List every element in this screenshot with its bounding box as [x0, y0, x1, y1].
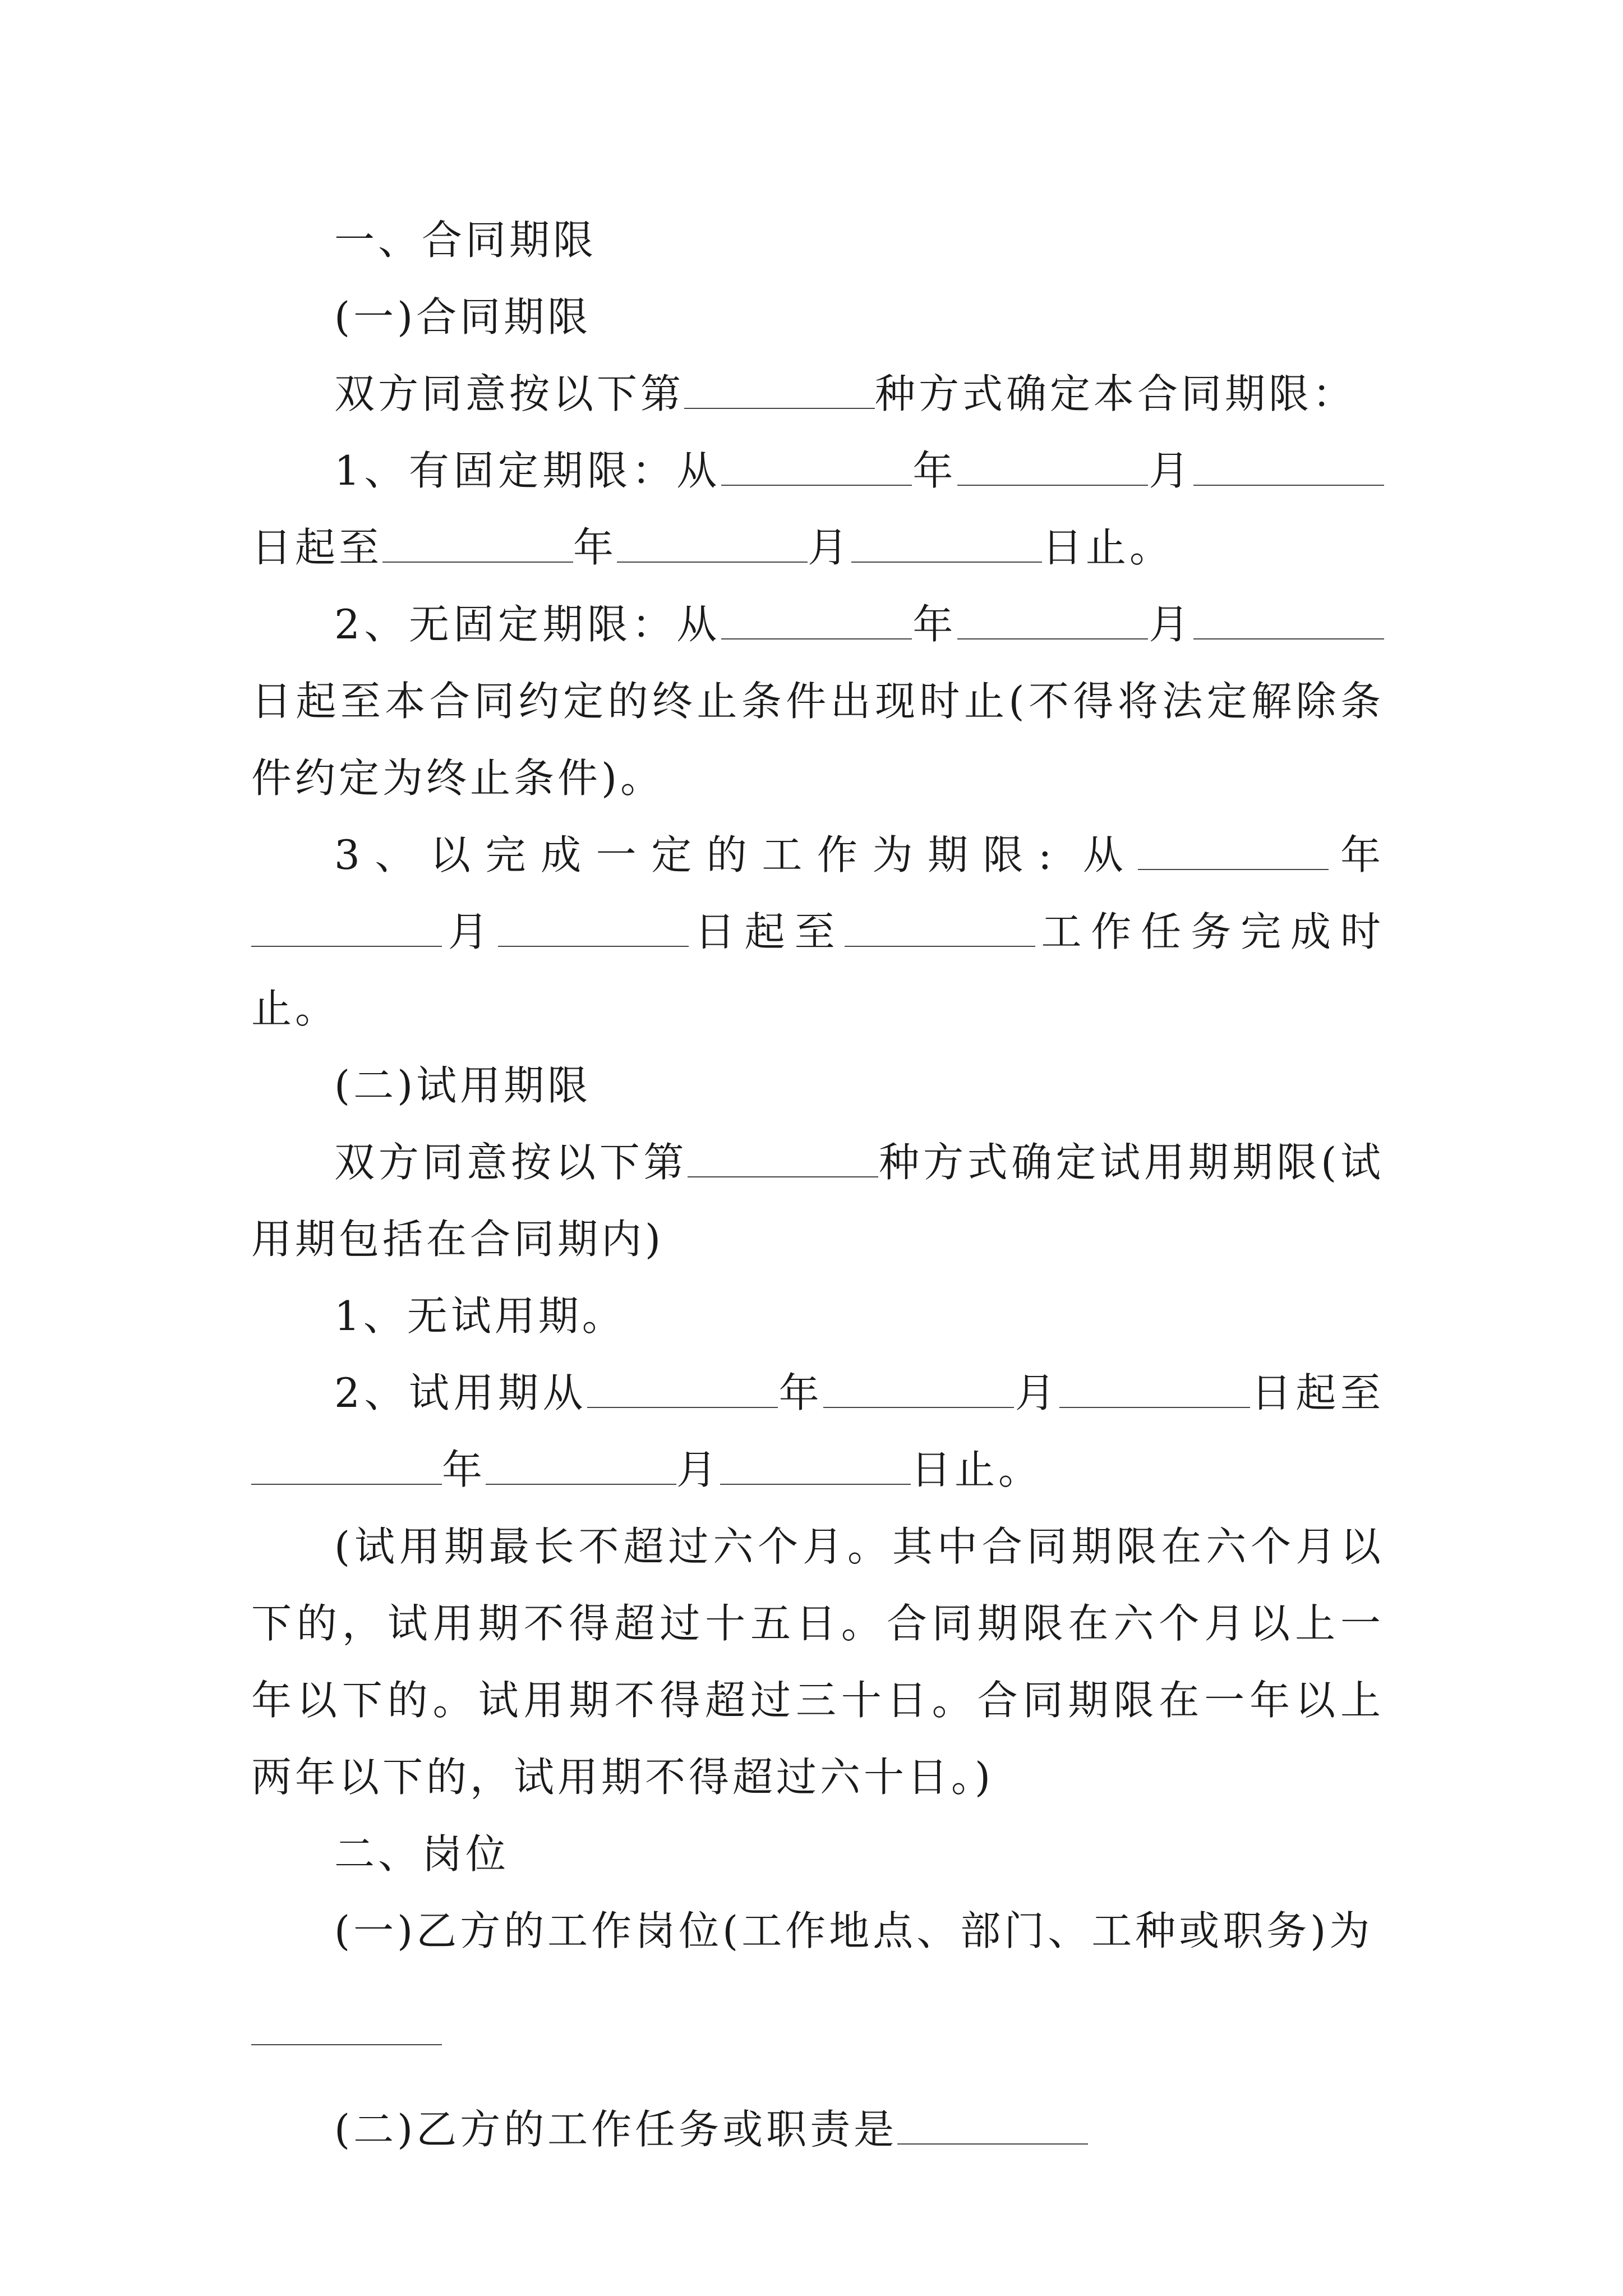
open-start-month-blank[interactable] [957, 638, 1148, 639]
no-trial-item: 1、无试用期。 [334, 1292, 626, 1340]
task-start-year-blank[interactable] [1138, 868, 1329, 870]
section-2-title: 二、岗位 [334, 1830, 510, 1878]
job-duty-line: (二)乙方的工作任务或职责是 [251, 2091, 1384, 2168]
task-start-day-blank[interactable] [498, 945, 689, 947]
fixed-end-day-blank[interactable] [851, 561, 1042, 563]
trial-note: (试用期最长不超过六个月。其中合同期限在六个月以下的，试用期不得超过十五日。合同期限在六个月以上一年以下的。试用期不得超过三十日。合同期限在一年以上两年以下的，试用期不得超过六十日。) [251, 1523, 1384, 1801]
fixed-start-month-blank[interactable] [957, 484, 1148, 486]
trial-period-item: 2、试用期从 年 月 日起至年 月 日止。 [251, 1355, 1384, 1508]
section-1-title: 一、合同期限 [334, 217, 597, 264]
trial-method-blank[interactable] [688, 1176, 878, 1177]
open-start-day-blank[interactable] [1193, 638, 1384, 639]
job-position-line: (一)乙方的工作岗位(工作地点、部门、工种或职务)为 [334, 1907, 1373, 1954]
trial-end-day-blank[interactable] [720, 1483, 911, 1485]
task-start-month-blank[interactable] [251, 945, 442, 947]
term-method-blank[interactable] [684, 407, 875, 409]
task-name-blank[interactable] [845, 945, 1035, 947]
spacer [251, 2069, 1384, 2091]
document-body [251, 202, 1384, 2168]
open-start-year-blank[interactable] [721, 638, 912, 639]
trial-start-day-blank[interactable] [1059, 1406, 1250, 1408]
trial-start-month-blank[interactable] [823, 1406, 1014, 1408]
section-1-1-title: (一)合同期限 [334, 293, 592, 341]
trial-method-line: 双方同意按以下第 种方式确定试用期期限(试用期包括在合同期内) [251, 1139, 1384, 1263]
fixed-term-item: 1、有固定期限：从 年 月日起至 年 月 日止。 [251, 432, 1384, 586]
trial-end-year-blank[interactable] [251, 1483, 442, 1485]
fixed-end-month-blank[interactable] [617, 561, 808, 563]
job-position-blank-line [251, 1992, 1384, 2069]
trial-end-month-blank[interactable] [486, 1483, 676, 1485]
term-method-line: 双方同意按以下第 种方式确定本合同期限： [334, 370, 1357, 417]
fixed-end-year-blank[interactable] [382, 561, 573, 563]
trial-start-year-blank[interactable] [587, 1406, 778, 1408]
spacer [251, 1970, 1384, 1992]
open-term-item: 2、无固定期限：从 年 月日起至本合同约定的终止条件出现时止(不得将法定解除条件约定为终止条件)。 [251, 601, 1384, 802]
job-position-blank[interactable] [251, 2044, 442, 2045]
task-term-item: 3、以完成一定的工作为期限: 从 年月 日起至 工作任务完成时止。 [251, 831, 1384, 1032]
section-1-2-title: (二)试用期限 [334, 1062, 592, 1109]
fixed-start-year-blank[interactable] [721, 484, 912, 486]
job-duty-blank[interactable] [897, 2143, 1088, 2145]
fixed-start-day-blank[interactable] [1193, 484, 1384, 486]
